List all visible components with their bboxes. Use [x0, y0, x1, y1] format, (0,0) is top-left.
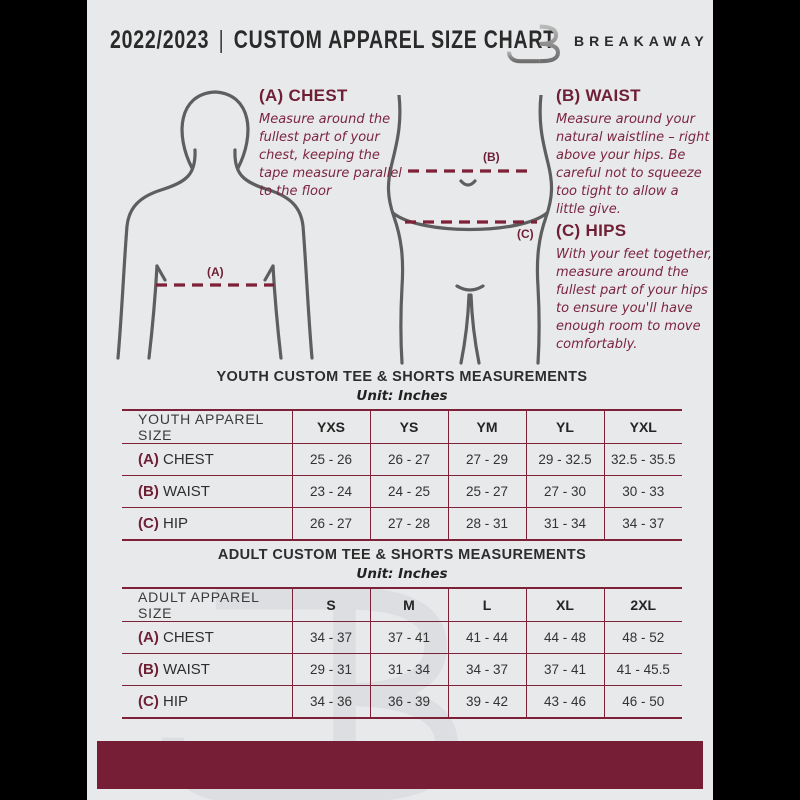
measurement-cell: 46 - 50 — [604, 686, 682, 718]
measurement-row — [122, 476, 682, 508]
measurement-cell: 37 - 41 — [526, 654, 604, 686]
row-label-header: ADULT APPAREL SIZE — [122, 588, 292, 622]
measurement-cell: 34 - 36 — [292, 686, 370, 718]
measurement-cell: 24 - 25 — [370, 476, 448, 508]
size-column-header: L — [448, 588, 526, 622]
adult-table-title: ADULT CUSTOM TEE & SHORTS MEASUREMENTS — [217, 547, 587, 563]
row-marker: (B) — [138, 483, 159, 500]
size-column-header: YL — [526, 410, 604, 444]
measurement-cell: 41 - 45.5 — [604, 654, 682, 686]
measurement-cell: 44 - 48 — [526, 622, 604, 654]
measurement-cell: 31 - 34 — [370, 654, 448, 686]
row-marker: (C) — [138, 514, 159, 532]
row-label: (C) HIP — [138, 692, 189, 710]
chest-heading: (A) CHEST — [259, 86, 348, 105]
title-divider: | — [218, 26, 225, 54]
youth-table-title: YOUTH CUSTOM TEE & SHORTS MEASUREMENTS — [216, 369, 588, 385]
row-label: (A) CHEST — [122, 444, 292, 476]
measurement-cell: 25 - 27 — [448, 476, 526, 508]
brand-name: BREAKAWAY — [574, 33, 709, 49]
waist-instructions: Measure around your natural waistline – right above your hips. Be careful not to squeeze too tight to allow a little give. — [556, 112, 710, 217]
footer-bar — [97, 741, 703, 789]
measurement-cell: 29 - 31 — [292, 654, 370, 686]
size-column-header: YS — [370, 410, 448, 444]
row-label: (C) HIP — [138, 514, 189, 532]
measurement-cell: 34 - 37 — [448, 654, 526, 686]
measurement-cell: 31 - 34 — [526, 508, 604, 540]
measurement-cell: 27 - 28 — [370, 508, 448, 540]
size-column-header: YXL — [604, 410, 682, 444]
measurement-row — [122, 654, 682, 686]
measurement-cell: 25 - 26 — [292, 444, 370, 476]
youth-table-unit: Unit: Inches — [356, 388, 448, 404]
waist-heading: (B) WAIST — [556, 86, 641, 105]
measurement-row — [122, 622, 682, 654]
measurement-cell: 28 - 31 — [448, 508, 526, 540]
chart-page — [87, 0, 713, 800]
measurement-cell: 39 - 42 — [448, 686, 526, 718]
row-marker: (B) — [138, 661, 159, 678]
row-label: (B) WAIST — [122, 476, 292, 508]
title-text: CUSTOM APPAREL SIZE CHART — [233, 26, 556, 54]
measurement-row — [122, 686, 682, 718]
row-marker: (A) — [138, 451, 159, 468]
measurement-cell: 32.5 - 35.5 — [604, 444, 682, 476]
adult-table-unit: Unit: Inches — [356, 566, 448, 582]
hips-instructions: With your feet together, measure around the fullest part of your hips to ensure you'll have enough room to move comfortably. — [556, 247, 713, 352]
size-column-header: XL — [526, 588, 604, 622]
row-label-header: YOUTH APPAREL SIZE — [122, 410, 292, 444]
adult-size-table — [122, 587, 682, 719]
row-marker: (A) — [138, 629, 159, 646]
size-column-header: S — [292, 588, 370, 622]
size-column-header: M — [370, 588, 448, 622]
measurement-cell: 26 - 27 — [370, 444, 448, 476]
chest-instructions: Measure around the fullest part of your chest, keeping the tape measure parallel to the floor — [259, 112, 402, 199]
measurement-cell: 43 - 46 — [526, 686, 604, 718]
measurement-cell: 37 - 41 — [370, 622, 448, 654]
row-label: (B) WAIST — [122, 654, 292, 686]
row-marker: (C) — [138, 692, 159, 710]
chest-marker-label: (A) — [207, 265, 224, 279]
size-column-header: YM — [448, 410, 526, 444]
measurement-cell: 27 - 29 — [448, 444, 526, 476]
breakaway-logo-icon — [504, 18, 562, 66]
measurement-cell: 48 - 52 — [604, 622, 682, 654]
measurement-cell: 34 - 37 — [604, 508, 682, 540]
measurement-cell: 36 - 39 — [370, 686, 448, 718]
measurement-cell: 34 - 37 — [292, 622, 370, 654]
hip-marker-label: (C) — [517, 227, 534, 241]
measurement-cell: 41 - 44 — [448, 622, 526, 654]
youth-size-table — [122, 409, 682, 541]
measurement-cell: 26 - 27 — [292, 508, 370, 540]
season-label: 2022/2023 — [110, 26, 210, 54]
measurement-cell: 27 - 30 — [526, 476, 604, 508]
size-column-header: 2XL — [604, 588, 682, 622]
measurement-cell: 29 - 32.5 — [526, 444, 604, 476]
measurement-row — [122, 444, 682, 476]
waist-marker-label: (B) — [483, 150, 500, 164]
measurement-cell: 30 - 33 — [604, 476, 682, 508]
size-column-header: YXS — [292, 410, 370, 444]
row-label: (A) CHEST — [122, 622, 292, 654]
table-header-row — [122, 410, 682, 444]
table-header-row — [122, 588, 682, 622]
hips-heading: (C) HIPS — [556, 221, 627, 240]
page-title — [110, 26, 556, 55]
measurement-row — [122, 508, 682, 540]
measurement-cell: 23 - 24 — [292, 476, 370, 508]
